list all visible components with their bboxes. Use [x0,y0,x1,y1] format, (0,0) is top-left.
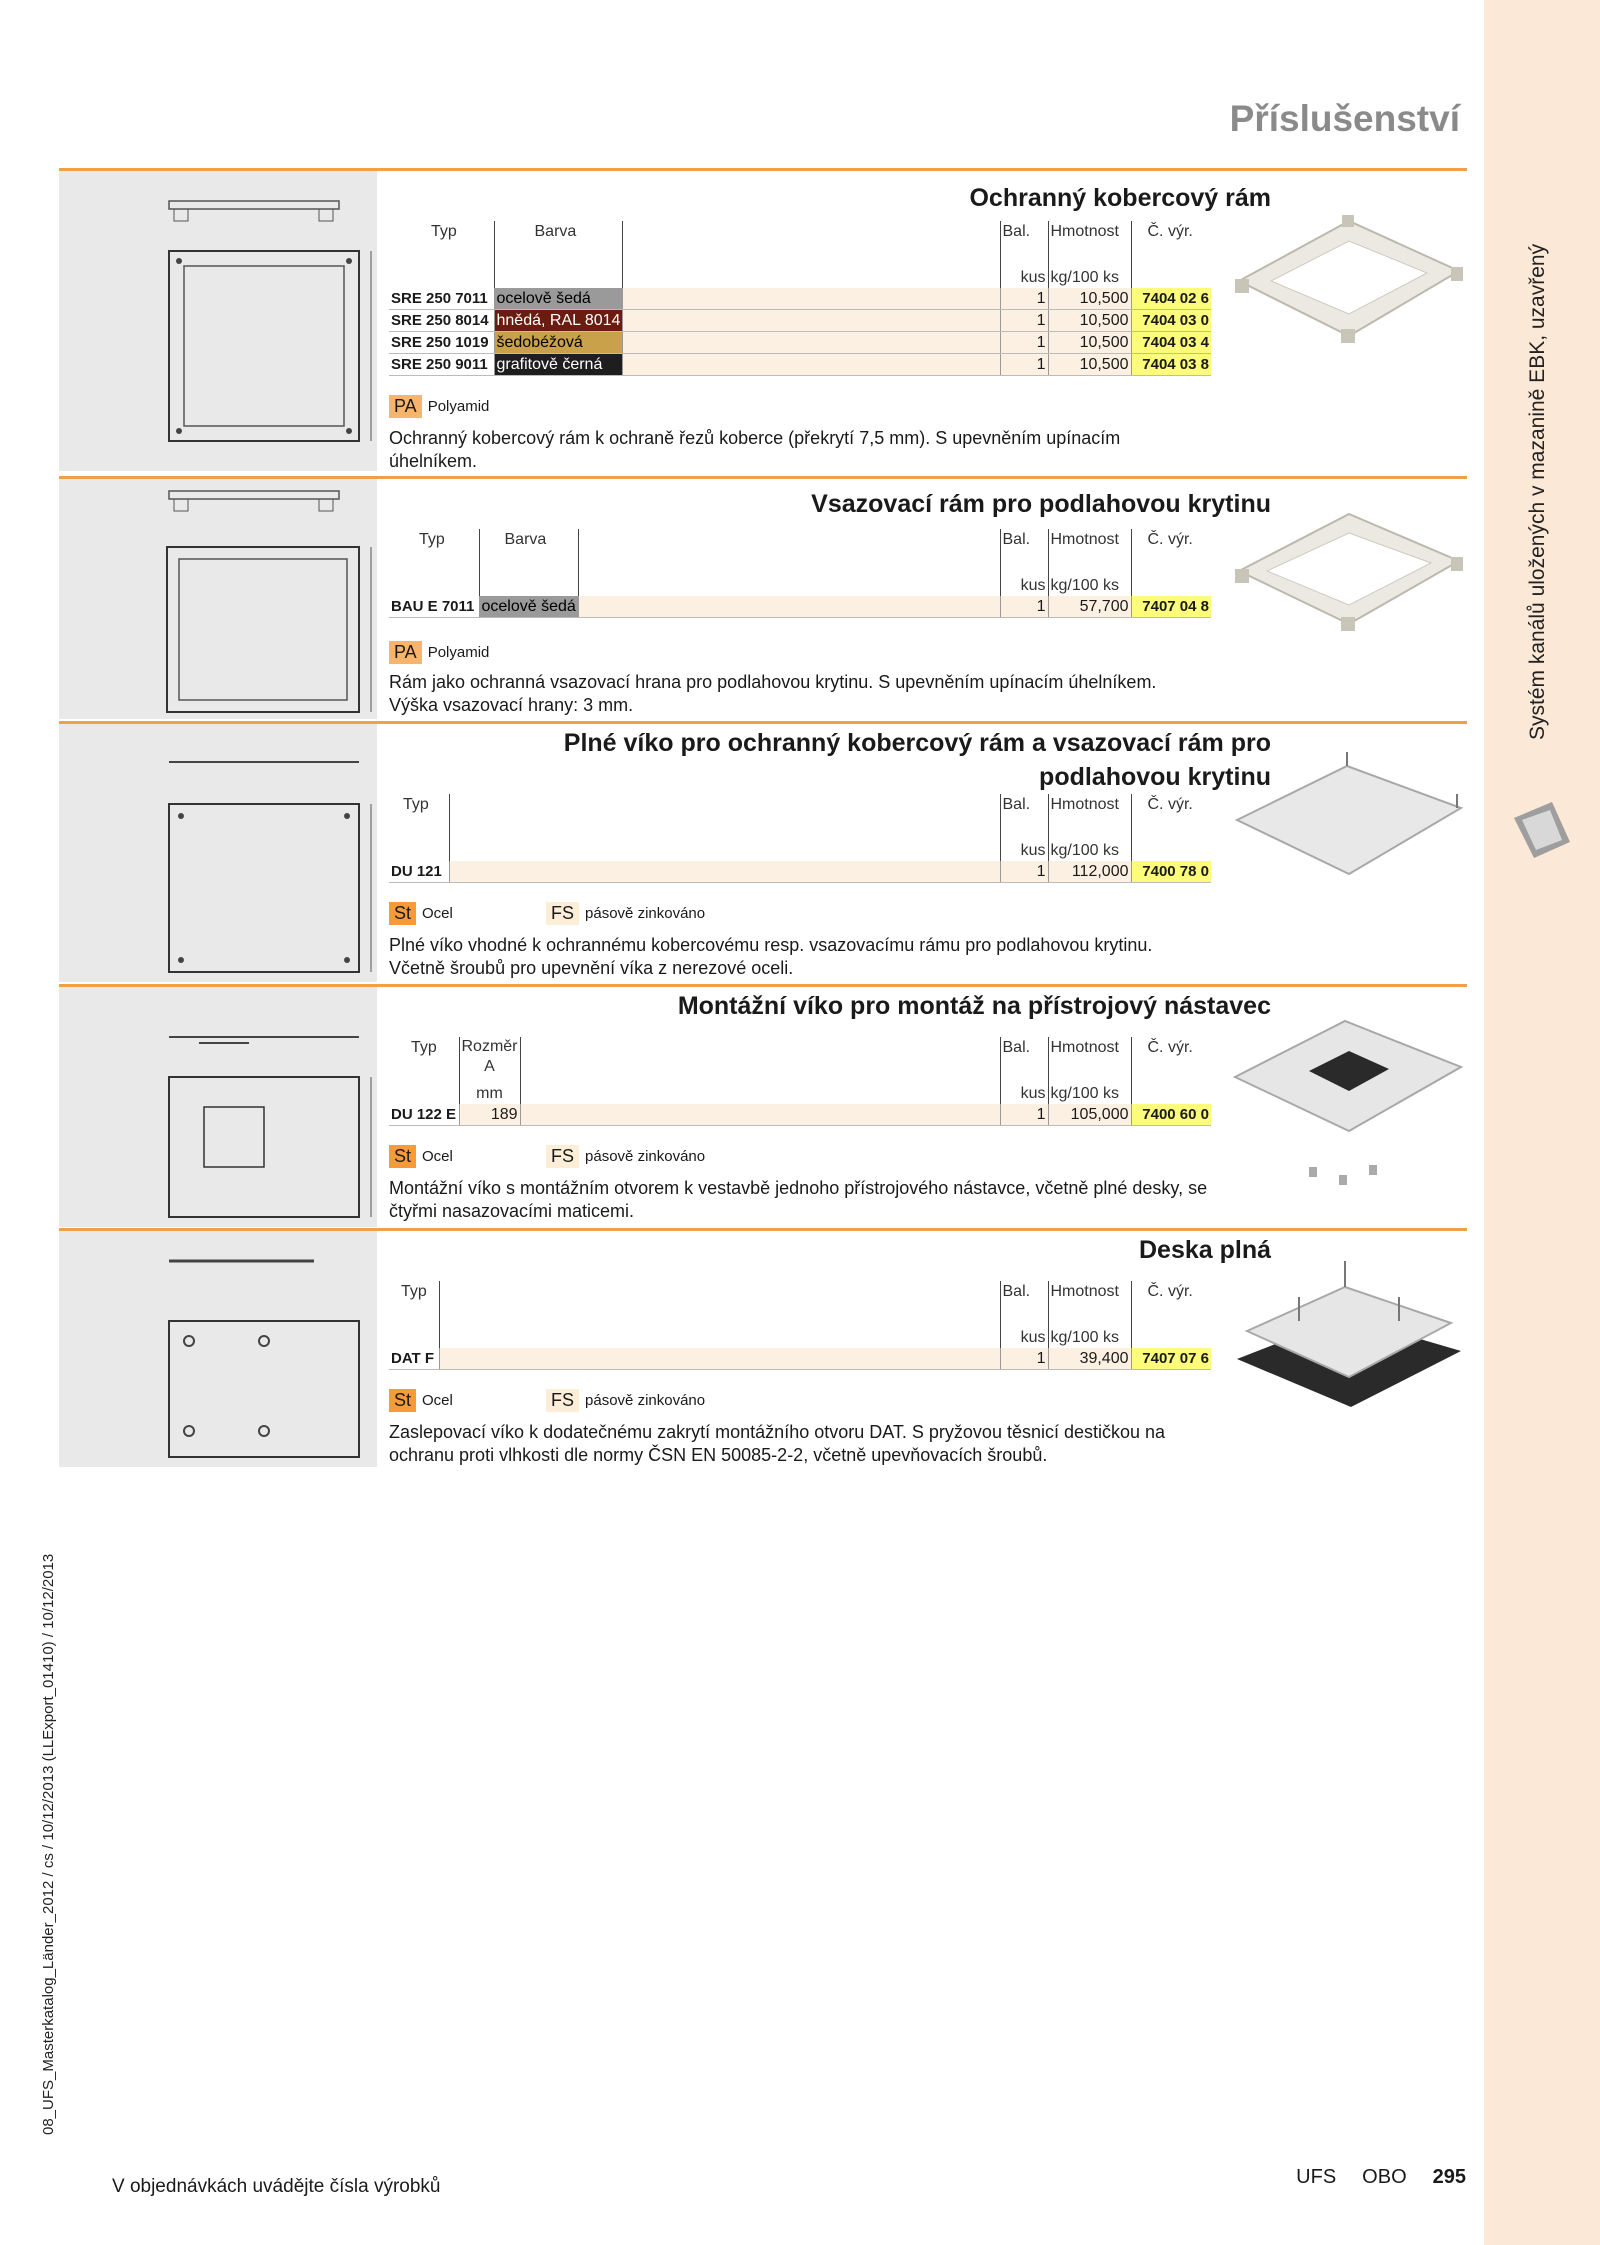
table-units: mm kus kg/100 ks [389,1083,1211,1104]
finish-code: FS [546,902,579,925]
section-title: Vsazovací rám pro podlahovou krytinu [811,490,1271,518]
section-title: Plné víko pro ochranný kobercový rám a vsazovací rám pro [563,729,1271,757]
material-code: St [389,1389,416,1412]
table-row: DAT F 1 39,400 7407 07 6 [389,1348,1211,1370]
material-code: PA [389,641,422,664]
table-header: Typ Bal. Hmotnost Č. výr. [389,794,1211,840]
section-montazni-viko [59,984,1467,1226]
material-label: Ocel [422,905,453,922]
description: Rám jako ochranná vsazovací hrana pro podlahovou krytinu. S upevněním upínacím úhelníkem. Výška vsazovací hrany: 3 mm. [389,672,1157,715]
frame-photo-icon [1229,201,1467,361]
technical-drawing [59,724,377,982]
section-title: Deska plná [1138,1236,1271,1264]
finish-code: FS [546,1145,579,1168]
section-title-line2: podlahovou krytinu [1039,763,1271,791]
table-row: DU 122 E 189 1 105,000 7400 60 0 [389,1104,1211,1126]
material-label: Ocel [422,1392,453,1409]
section-vsazovaci-ram [59,476,1467,719]
description: Ochranný kobercový rám k ochraně řezů koberce (překrytí 7,5 mm). S upevněním upínacím úhelníkem. [389,428,1121,471]
product-photo [1229,499,1467,649]
product-photo [1229,1251,1467,1421]
table-units: kus kg/100 ks [389,267,1211,288]
product-photo [1229,744,1467,894]
material-info [389,1145,705,1168]
product-table [389,1037,1211,1126]
mounting-lid-photo-icon [1229,1007,1467,1197]
product-photo [1229,201,1467,361]
material-info [389,395,489,418]
mounting-lid-drawing-icon [59,987,377,1227]
material-info [389,902,705,925]
table-units: kus kg/100 ks [389,840,1211,861]
frame-drawing-icon [59,479,377,719]
footer-brand-obo: OBO [1362,2166,1407,2188]
frame-photo-icon [1229,499,1467,649]
footer-note: V objednávkách uvádějte čísla výrobků [112,2176,441,2197]
chapter-tab-icon [1512,800,1572,860]
table-row: SRE 250 8014 hnědá, RAL 8014 1 10,500 7404 03 0 [389,310,1211,332]
section-title: Ochranný kobercový rám [969,184,1271,212]
table-units: kus kg/100 ks [389,575,1211,596]
table-row: SRE 250 7011 ocelově šedá 1 10,500 7404 02 6 [389,288,1211,310]
plate-drawing-icon [59,1231,377,1467]
technical-drawing [59,171,377,471]
table-row: BAU E 7011 ocelově šedá 1 57,700 7407 04 8 [389,596,1211,618]
footer-file-info: 08_UFS_Masterkatalog_Länder_2012 / cs / 10/12/2013 (LLExport_01410) / 10/12/2013 [40,1553,57,2135]
page-title: Příslušenství [1229,98,1460,139]
section-plne-viko [59,721,1467,982]
description: Montážní víko s montážním otvorem k vestavbě jednoho přístrojového nástavce, včetně plné desky, se čtyřmi nasazovacími maticemi. [389,1178,1208,1221]
footer-brand-ufs: UFS [1296,2166,1337,2188]
table-row: DU 121 1 112,000 7400 78 0 [389,861,1211,883]
section-deska-plna [59,1228,1467,1468]
technical-drawing [59,1231,377,1467]
lid-drawing-icon [59,724,377,982]
product-table [389,529,1211,618]
material-label: Ocel [422,1148,453,1165]
product-table [389,1281,1211,1370]
table-row: SRE 250 1019 šedobéžová 1 10,500 7404 03 4 [389,332,1211,354]
footer-brand [1296,2166,1466,2189]
finish-label: pásově zinkováno [585,1148,706,1165]
frame-drawing-icon [59,171,377,471]
description: Zaslepovací víko k dodatečnému zakrytí montážního otvoru DAT. S pryžovou těsnicí destičkou na ochranu proti vlhkosti dle normy ČSN EN 50085-2-2, včetně upevňovacích šroubů. [389,1422,1166,1465]
product-table [389,794,1211,883]
material-label: Polyamid [427,644,490,661]
material-label: Polyamid [427,398,490,415]
description: Plné víko vhodné k ochrannému kobercovému resp. vsazovacímu rámu pro podlahovou krytinu. Včetně šroubů pro upevnění víka z nerezové oceli. [389,935,1153,978]
finish-code: FS [546,1389,579,1412]
section-ochranny-ram [59,168,1467,474]
technical-drawing [59,987,377,1227]
page-number: 295 [1432,2166,1466,2188]
side-label: Systém kanálů uložených v mazanině EBK, uzavřený [1526,243,1549,740]
material-info [389,641,489,664]
finish-label: pásově zinkováno [585,905,706,922]
material-code: St [389,1145,416,1168]
section-title: Montážní víko pro montáž na přístrojový nástavec [677,992,1271,1020]
product-photo [1229,1007,1467,1197]
table-row: SRE 250 9011 grafitově černá 1 10,500 7404 03 8 [389,354,1211,376]
table-header: Typ Rozměr A Bal. Hmotnost Č. výr. [389,1037,1211,1083]
table-header: Typ Bal. Hmotnost Č. výr. [389,1281,1211,1327]
plate-photo-icon [1229,1251,1467,1421]
technical-drawing [59,479,377,719]
material-info [389,1389,705,1412]
product-table [389,221,1211,376]
finish-label: pásově zinkováno [585,1392,706,1409]
material-code: St [389,902,416,925]
lid-photo-icon [1229,744,1467,894]
table-units: kus kg/100 ks [389,1327,1211,1348]
material-code: PA [389,395,422,418]
table-header: Typ Barva Bal. Hmotnost Č. výr. [389,529,1211,575]
table-header: Typ Barva Bal. Hmotnost Č. výr. [389,221,1211,267]
